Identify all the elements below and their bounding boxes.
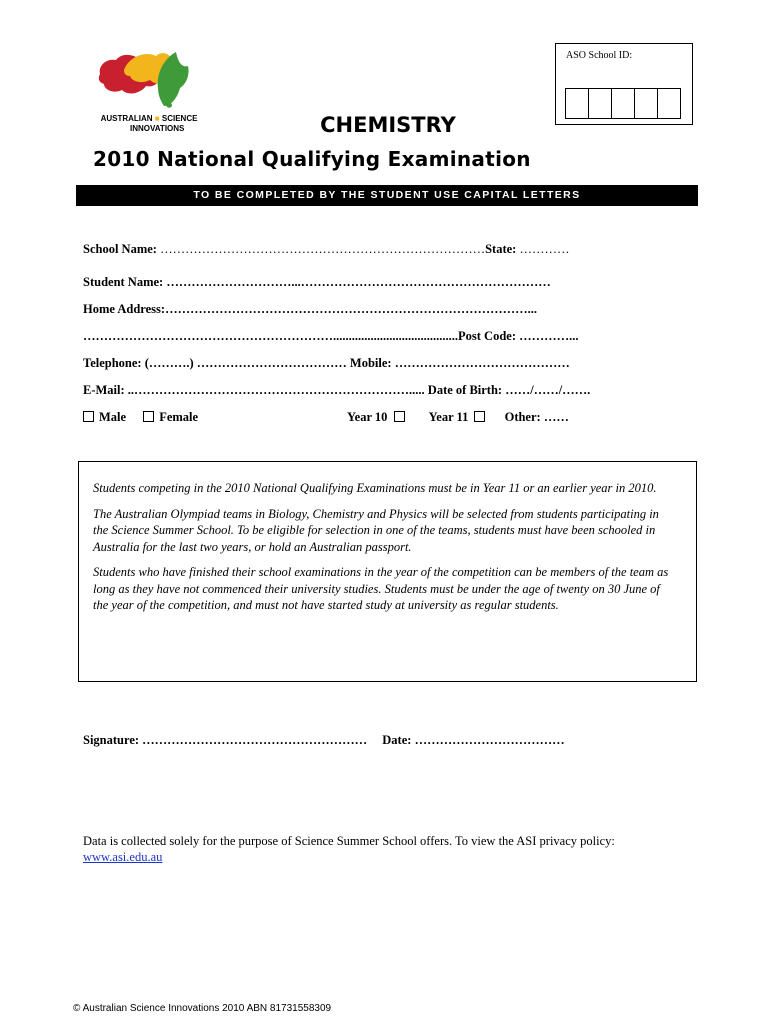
signature-date-label: Date:: [382, 733, 412, 747]
mobile-label: Mobile:: [349, 356, 392, 370]
mobile-field[interactable]: ……………………………………: [394, 356, 570, 370]
logo-word-australian: AUSTRALIAN: [100, 114, 153, 123]
post-code-label: Post Code:: [458, 329, 516, 343]
exam-title: 2010 National Qualifying Examination: [93, 147, 531, 171]
post-code-field[interactable]: …………...: [519, 329, 579, 343]
year-10-checkbox[interactable]: [394, 411, 405, 422]
eligibility-paragraph-1: Students competing in the 2010 National Qualifying Examinations must be in Year 11 or an earlier year in 2010.: [93, 481, 657, 495]
student-name-field[interactable]: …………………………...……………………………………………………: [166, 275, 551, 289]
gender-row: [83, 410, 198, 425]
male-checkbox[interactable]: [83, 411, 94, 422]
student-name-label: Student Name:: [83, 275, 164, 289]
eligibility-info-box: [78, 461, 697, 682]
australia-map-icon: [92, 44, 206, 114]
school-name-row: [83, 242, 569, 257]
date-of-birth-field[interactable]: ……/……/…….: [505, 383, 591, 397]
state-field[interactable]: …………: [519, 242, 570, 256]
year-10-label: Year 10: [347, 410, 388, 424]
female-checkbox[interactable]: [143, 411, 154, 422]
subject-title: CHEMISTRY: [320, 113, 456, 137]
email-label: E-Mail:: [83, 383, 125, 397]
school-name-field[interactable]: ……………………………………………………………………: [160, 242, 486, 256]
state-label: State:: [485, 242, 517, 256]
email-row: [83, 383, 590, 398]
other-label: Other:: [504, 410, 541, 424]
telephone-field[interactable]: ………………………………: [196, 356, 347, 370]
address-line2-field[interactable]: ……………………………………………………........................................: [83, 329, 458, 343]
logo-word-innovations: INNOVATIONS: [130, 124, 185, 133]
student-name-row: [83, 275, 551, 290]
email-field[interactable]: ..………………………………………………………….....: [127, 383, 425, 397]
male-label: Male: [99, 410, 127, 424]
signature-label: Signature:: [83, 733, 140, 747]
telephone-row: [83, 356, 570, 371]
telephone-label: Telephone:: [83, 356, 142, 370]
eligibility-paragraph-2: The Australian Olympiad teams in Biology, Chemistry and Physics will be selected from students participating in the Science Summer School. To be eligible for selection in one of the teams, students must have been schooled in Australia for the last two years, or hold an Australian passport.: [93, 506, 659, 554]
privacy-policy-link[interactable]: www.asi.edu.au: [83, 850, 163, 864]
year-11-label: Year 11: [428, 410, 469, 424]
home-address-field[interactable]: ……………………………………………………………………………...: [165, 302, 537, 316]
privacy-note: [83, 833, 703, 865]
aso-school-id-label: ASO School ID:: [566, 50, 633, 61]
copyright-notice: © Australian Science Innovations 2010 ABN 81731558309: [73, 1003, 332, 1014]
home-address-label: Home Address:: [83, 302, 166, 316]
privacy-text: Data is collected solely for the purpose of Science Summer School offers. To view the ASI privacy policy:: [83, 834, 615, 848]
signature-field[interactable]: ………………………………………………: [142, 733, 368, 747]
eligibility-paragraph-3: Students who have finished their school examinations in the year of the competition can be members of the team as long as they have not commenced their university studies. Students must be under the age of twenty on 30 June of the year of the competition, and must not have started study at university as regular students.: [93, 565, 669, 612]
year-row: [347, 410, 569, 425]
other-field[interactable]: ……: [543, 410, 569, 424]
date-of-birth-label: Date of Birth:: [427, 383, 503, 397]
female-label: Female: [159, 410, 199, 424]
telephone-area-code-field[interactable]: (……….): [144, 356, 194, 370]
signature-row: [83, 733, 565, 748]
signature-date-field[interactable]: ………………………………: [414, 733, 565, 747]
logo-dot-icon: ■: [154, 114, 160, 123]
school-name-label: School Name:: [83, 242, 157, 256]
instruction-banner: TO BE COMPLETED BY THE STUDENT USE CAPITAL LETTERS: [76, 185, 698, 206]
address-line2-row: [83, 329, 578, 344]
year-11-checkbox[interactable]: [474, 411, 485, 422]
home-address-row: [83, 302, 537, 317]
logo-word-science: SCIENCE: [161, 114, 198, 123]
